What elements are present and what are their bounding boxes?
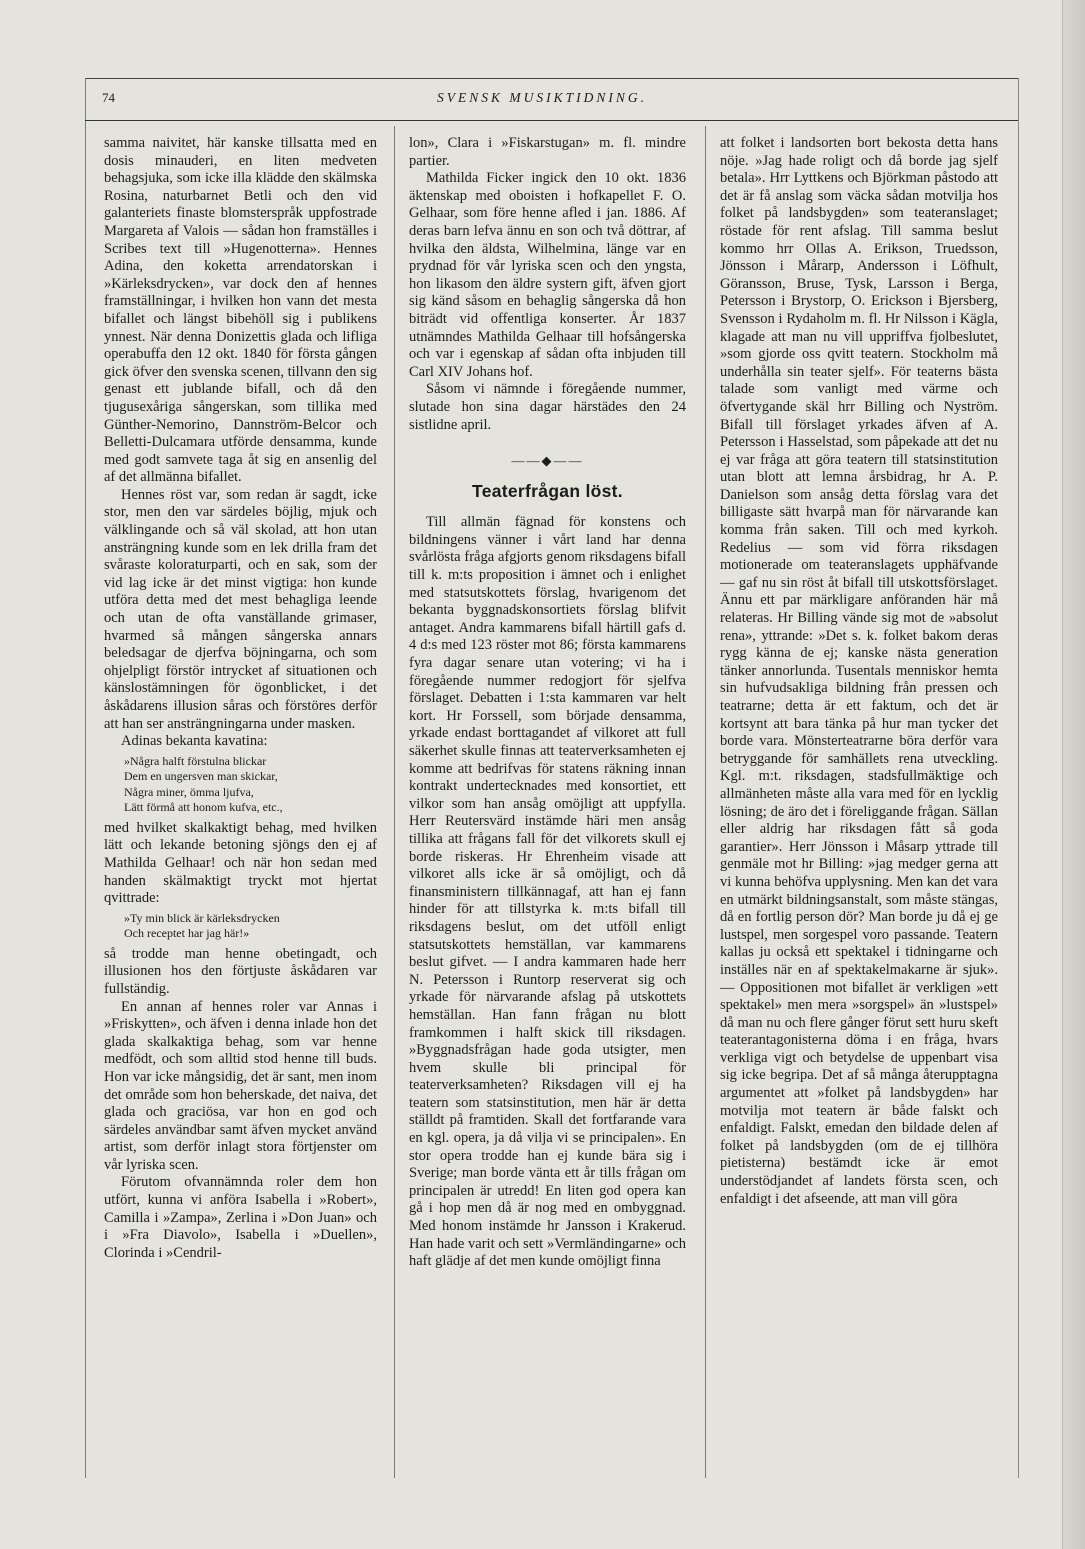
column-1 <box>104 135 377 1262</box>
paragraph: Adinas bekanta kavatina: <box>121 733 268 750</box>
paragraph: Till allmän fägnad för konstens och bildningens vänner i vårt land har denna svårlösta fråga afgjorts genom riksdagens bifall till k. m:ts proposition i ämnet och i enlighet med statsutskottets förslag, hvarigenom det bekanta byggnadskonsortiets förslag blifvit antaget. Andra kammarens bifall härtill gafs d. 4 d:s med 123 röster mot 86; första kammarens fyra dagar senare utan votering; vi ha i föregående nummer redogjort för sjelfva förslaget. Debatten i 1:sta kammaren var helt kort. Hr Forssell, som började densamma, yrkade endast borttagandet af vilkoret att full säkerhet skulle finnas att teaterverksamheten ej komme att bedrifvas för statens räkning innan kontrakt undertecknades med konsortiet, ett vilkor som han ansåg omöjligt att uppfylla. Herr Reutersvärd instämde häri men ansåg tillika att frågans fall för det vilkorets skull ej borde riskeras. Hr Ehrenheim visade att vilkoret alls icke är så omöjligt, och då finansministern tillkännagaf, att han ej fann hinder för att tillstyrka k. m:ts bifall till riksdagens beslut, om det utföll enligt statsutskottets hemställan, var kammarens beslut gifvet. — I andra kammaren hade herr N. Petersson i Runtorp reserverat sig och yrkade för närvarande afslag på utskottets hemställan. Han fann frågan nu blott framkommen i halft skick till riksdagen. »Byggnadsfrågan hade goda utsigter, men hvem skulle bli principal för teaterverksamheten? Riksdagen vill ej ha teatern som statsinstitution, men här är detta ställdt på framtiden. Skall det fortfarande vara en kgl. opera, ja då vilja vi se principalen». En stor opera trodde han ej kunde bära sig i Sverige; man borde vänta ett år tills frågan om principalen är utredd! En liten god opera kan gå i hop men då är nog med en ombyggnad. Med honom instämde hr Jansson i Krakerud. Han hade varit och sett »Vermländingarne» och haft glädje af det men kunde omöjligt finna <box>409 514 686 1270</box>
paragraph: så trodde man henne obetingadt, och illusionen hos den förtjuste åskådaren var fullständig. <box>104 945 377 997</box>
journal-title: SVENSK MUSIKTIDNING. <box>437 90 648 105</box>
verse-line: Dem en ungersven man skickar, <box>124 769 278 784</box>
header-rule <box>85 120 1018 121</box>
verse-line: Och receptet har jag här!» <box>124 926 250 941</box>
verse-quote-2 <box>124 911 377 942</box>
paragraph: samma naivitet, här kanske tillsatta med en dosis minauderi, en liten medveten behagsjuka, som icke illa klädde den skälmska Rosina, naturbarnet Betli och den vid galanteriets finaste blomsterspråk uppfostrade Margareta af Valois — sådan hon framställes i Scribes text till »Hugenotterna». Hennes Adina, den koketta arrendatorskan i »Kärleksdrycken», var dock den af hennes framställningar, i hvilken hon vann det mesta bifallet och längst bibehöll sig i publikens ynnest. När denna Donizettis glada och lifliga operabuffa den 12 okt. 1840 för första gången gick öfver den svenska scenen, tillvann den sig genast ett jublande bifall, och då den tjugusexåriga sångerskan, som tillika med Günther-Nemorino, Dannström-Belcor och Belletti-Dulcamara utförde densamma, kunde med godt samvete taga åt sig en ansenlig del af det allmänna bifallet. <box>104 135 378 486</box>
paragraph: Förutom ofvannämnda roler dem hon utfört, kunna vi anföra Isabella i »Robert», Camilla i »Zampa», Zerlina i »Don Juan» och i »Fra Diavolo», Isabella i »Duellen», Clorinda i »Cendril- <box>104 1174 377 1261</box>
paragraph: Mathilda Ficker ingick den 10 okt. 1836 äktenskap med oboisten i hofkapellet F. O. Gelhaar, som före henne afled i jan. 1886. Af deras barn lefva ännu en son och två döttrar, af hvilka den äldsta, Wilhelmina, länge var en prydnad för vår lyriska scen och den yngsta, hon likasom den äldre systern gift, äfven gjort sig känd såsom en behaglig sångerska då hon biträdt vid offentliga konserter. År 1837 utnämndes Mathilda Gelhaar till hofsångerska och var i egenskap af sådan ofta inbjuden till Carl XIV Johans hof. <box>409 170 686 380</box>
section-ornament: ——◆—— <box>511 453 584 469</box>
verse-quote-1 <box>124 754 377 816</box>
verse-line: »Några halft förstulna blickar <box>124 753 267 768</box>
top-border <box>85 78 1018 79</box>
verse-line: »Ty min blick är kärleksdrycken <box>124 910 280 925</box>
column-divider-1 <box>394 126 395 1478</box>
verse-line: Några miner, ömma ljufva, <box>124 784 254 799</box>
paragraph: Såsom vi nämnde i föregående nummer, slutade hon sina dagar härstädes den 24 sistlidne april. <box>409 381 686 433</box>
paragraph: lon», Clara i »Fiskarstugan» m. fl. mindre partier. <box>409 135 686 169</box>
paragraph: En annan af hennes roler var Annas i »Friskytten», och äfven i denna inlade hon det glada skalkaktiga behag, som var henne medfödt, och som alltid stod henne till buds. Hon var icke mångsidig, det är sant, men inom det område som hon beherskade, det naiva, det glada och graciösa, var hon en god och särdeles användbar samt äfven mycket använd artist, som derför inlagt stora förtjenster om vår lyriska scen. <box>104 998 377 1173</box>
paragraph: att folket i landsorten bort bekosta detta hans nöje. »Jag hade roligt och då borde jag sjelf betala». Hrr Lyttkens och Björkman påstodo att det är få anslag som väcka sådan motvilja hos folket på landsbygden» som teateranslaget; röstade för rent afslag. Till samma beslut kommo hrr Ollas A. Erikson, Truedsson, Jönsson i Mårarp, Andersson i Löfhult, Göransson, Bruse, Tysk, Larsson i Berga, Petersson i Brystorp, O. Erickson i Bjersberg, Svensson i Rydaholm m. fl. Hr Nilsson i Kägla, klagade att man nu vill uppriffva fjolbeslutet, »som gjorde oss qvitt teatern. Stockholm må underhålla sin teater sjelf». För teaterns bästa talade som vanligt med värme och öfvertygande skäl hrr Billing och Nyström. Bifall till förslaget yrkades äfven af A. Petersson i Hasselstad, som påpekade att det nu ej var fråga att göra teatern till statsinstitution utan blott att lemna årsbidrag, hr A. P. Danielson som ansåg detta förslag vara det billigaste sätt hvarpå man för närvarande kan komma från saken. Till och med kyrkoh. Redelius — som vid förra riksdagen motionerade om teateranslagets upphäfvande — gaf nu sin röst åt bifall till utskottsförslaget. Ännu ett par märkligare anföranden här må relateras. Hr Billing vände sig mot de »absolut rena», yttrande: »Det s. k. folket bakom deras rygg känna de ej; kanske nästa generation tänker annorlunda. Tusentals menniskor hemta sin hufvudsakliga bildning från pressen och teatrarne; detta är ett faktum, och det är kortsynt att bara tänka på hur man tycker det borde vara. Mönsterteatrarne böra derför vara betryggande för samhällets rena utveckling. Kgl. m:t. riksdagen, stadsfullmäktige och allmänheten måste alla vara med för en lycklig lösning; de äro det i föreliggande frågan. Sällan eller aldrig har riksdagen fått så goda garantier». Herr Jönsson i Måsarp yttrade till genmäle mot hr Billing: »jag medger gerna att vi kunna behöfva upplysning. Men kan det vara en utmärkt bildningsanstalt, som måste stängas, då en fortlig person dör? Man borde ju då ej ge lustspel, men sorgespel voro passande. Teatern kallas ju också ett spektakel i tidningarne och inställes när en af spektakelmakarne är sjuk». — Oppositionen mot bifallet är verkligen »ett spektakel» men mera »sorgspel» än »lustspel» då man nu och flere gånger förut sett huru skeft teaterantagonisterna döma i en fråga, hvars verkliga vigt och betydelse de uppenbart visa sig icke begripa. Det af så många återupptagna argumentet att »folket på landsbygden» har motvilja mot teatern är både falskt och enfaldigt. Falskt, emedan den bildade delen af folket på landsbygden (om de ej tillhöra pietisterna) bestämdt icke är emot understödjandet af landets första scen, och enfaldigt i det afseende, att man vill göra <box>720 135 998 1207</box>
column-3 <box>720 135 998 1208</box>
verse-line: Lätt förmå att honom kufva, etc., <box>124 800 283 815</box>
right-border <box>1018 78 1019 1478</box>
page-number: 74 <box>102 90 115 105</box>
column-2 <box>409 135 686 1271</box>
article-heading: Teaterfrågan löst. <box>472 480 623 501</box>
paragraph: med hvilket skalkaktigt behag, med hvilken lätt och lekande betoning sjöngs den ej af Mathilda Gelhaar! och när hon sedan med handen skälmaktigt tryckt mot hjertat qvittrade: <box>104 819 377 907</box>
scan-edge <box>1062 0 1085 1549</box>
left-border <box>85 78 86 1478</box>
column-divider-2 <box>705 126 706 1478</box>
newspaper-page <box>85 78 1018 1478</box>
paragraph: Hennes röst var, som redan är sagdt, icke stor, men den var särdeles böjlig, mjuk och välklingande och så väl skolad, att hon utan ansträngning kunde som en lek drilla fram det svåraste koloraturparti, och en sak, som der vid lag icke är det minst vigtiga: hon kunde utföra detta med det mest behagliga leende och utan de ofta vanställande grimaser, hvarmed så mången sångerska annars beledsagar de djerfva böjningarna, och som ohjelpligt förstör intrycket af situationen och känslostämningen för ögonblicket, i det åskådarens illusion såras och förstöres derför att han ser ansträngningarna under masken. <box>104 486 377 732</box>
